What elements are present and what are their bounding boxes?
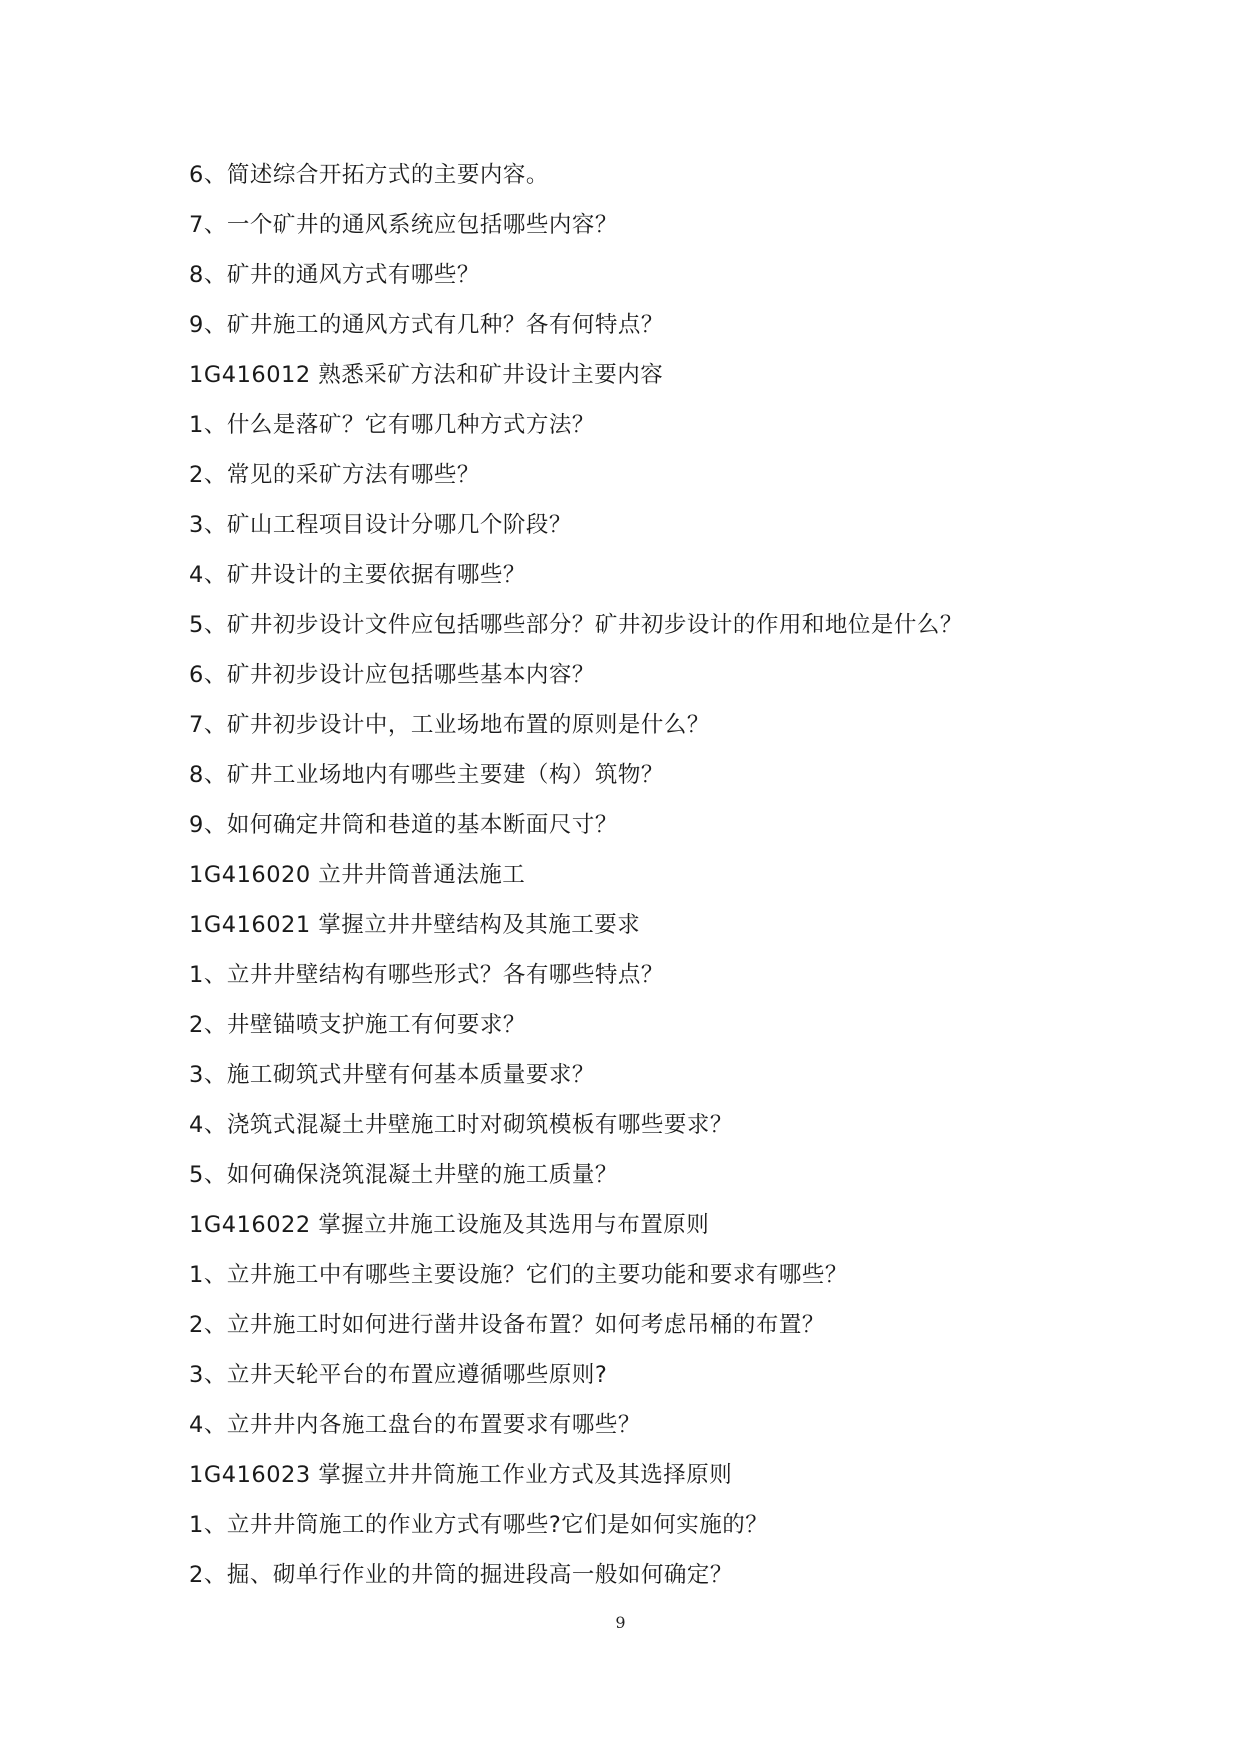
list-item: 9、如何确定井筒和巷道的基本断面尺寸？: [189, 812, 618, 838]
list-item: 7、一个矿井的通风系统应包括哪些内容？: [189, 212, 618, 238]
list-item: 3、立井天轮平台的布置应遵循哪些原则?: [189, 1362, 608, 1388]
list-item: 2、常见的采矿方法有哪些？: [189, 462, 480, 488]
list-item: 4、浇筑式混凝土井壁施工时对砌筑模板有哪些要求？: [189, 1112, 733, 1138]
list-item: 5、如何确保浇筑混凝土井壁的施工质量？: [189, 1162, 618, 1188]
section-heading: 1G416022 掌握立井施工设施及其选用与布置原则: [189, 1212, 710, 1238]
list-item: 1、立井井筒施工的作业方式有哪些?它们是如何实施的？: [189, 1512, 769, 1538]
list-item: 4、立井井内各施工盘台的布置要求有哪些？: [189, 1412, 641, 1438]
list-item: 8、矿井工业场地内有哪些主要建（构）筑物？: [189, 762, 664, 788]
list-item: 2、掘、砌单行作业的井筒的掘进段高一般如何确定？: [189, 1562, 733, 1588]
list-item: 6、矿井初步设计应包括哪些基本内容？: [189, 662, 595, 688]
list-item: 9、矿井施工的通风方式有几种？各有何特点？: [189, 312, 664, 338]
list-item: 1、立井井壁结构有哪些形式？各有哪些特点？: [189, 962, 664, 988]
list-item: 2、立井施工时如何进行凿井设备布置？如何考虑吊桶的布置？: [189, 1312, 825, 1338]
section-heading: 1G416023 掌握立井井筒施工作业方式及其选择原则: [189, 1462, 733, 1488]
list-item: 4、矿井设计的主要依据有哪些？: [189, 562, 526, 588]
list-item: 5、矿井初步设计文件应包括哪些部分？矿井初步设计的作用和地位是什么？: [189, 612, 963, 638]
section-heading: 1G416021 掌握立井井壁结构及其施工要求: [189, 912, 641, 938]
list-item: 7、矿井初步设计中，工业场地布置的原则是什么？: [189, 712, 710, 738]
list-item: 6、简述综合开拓方式的主要内容。: [189, 162, 549, 188]
list-item: 2、井壁锚喷支护施工有何要求？: [189, 1012, 526, 1038]
list-item: 8、矿井的通风方式有哪些？: [189, 262, 480, 288]
page-number: 9: [615, 1613, 626, 1632]
question-list: [189, 160, 1089, 1610]
list-item: 1、什么是落矿？它有哪几种方式方法？: [189, 412, 595, 438]
list-item: 3、矿山工程项目设计分哪几个阶段？: [189, 512, 572, 538]
list-item: 3、施工砌筑式井壁有何基本质量要求？: [189, 1062, 595, 1088]
section-heading: 1G416020 立井井筒普通法施工: [189, 862, 526, 888]
section-heading: 1G416012 熟悉采矿方法和矿井设计主要内容: [189, 362, 664, 388]
list-item: 1、立井施工中有哪些主要设施？它们的主要功能和要求有哪些？: [189, 1262, 848, 1288]
